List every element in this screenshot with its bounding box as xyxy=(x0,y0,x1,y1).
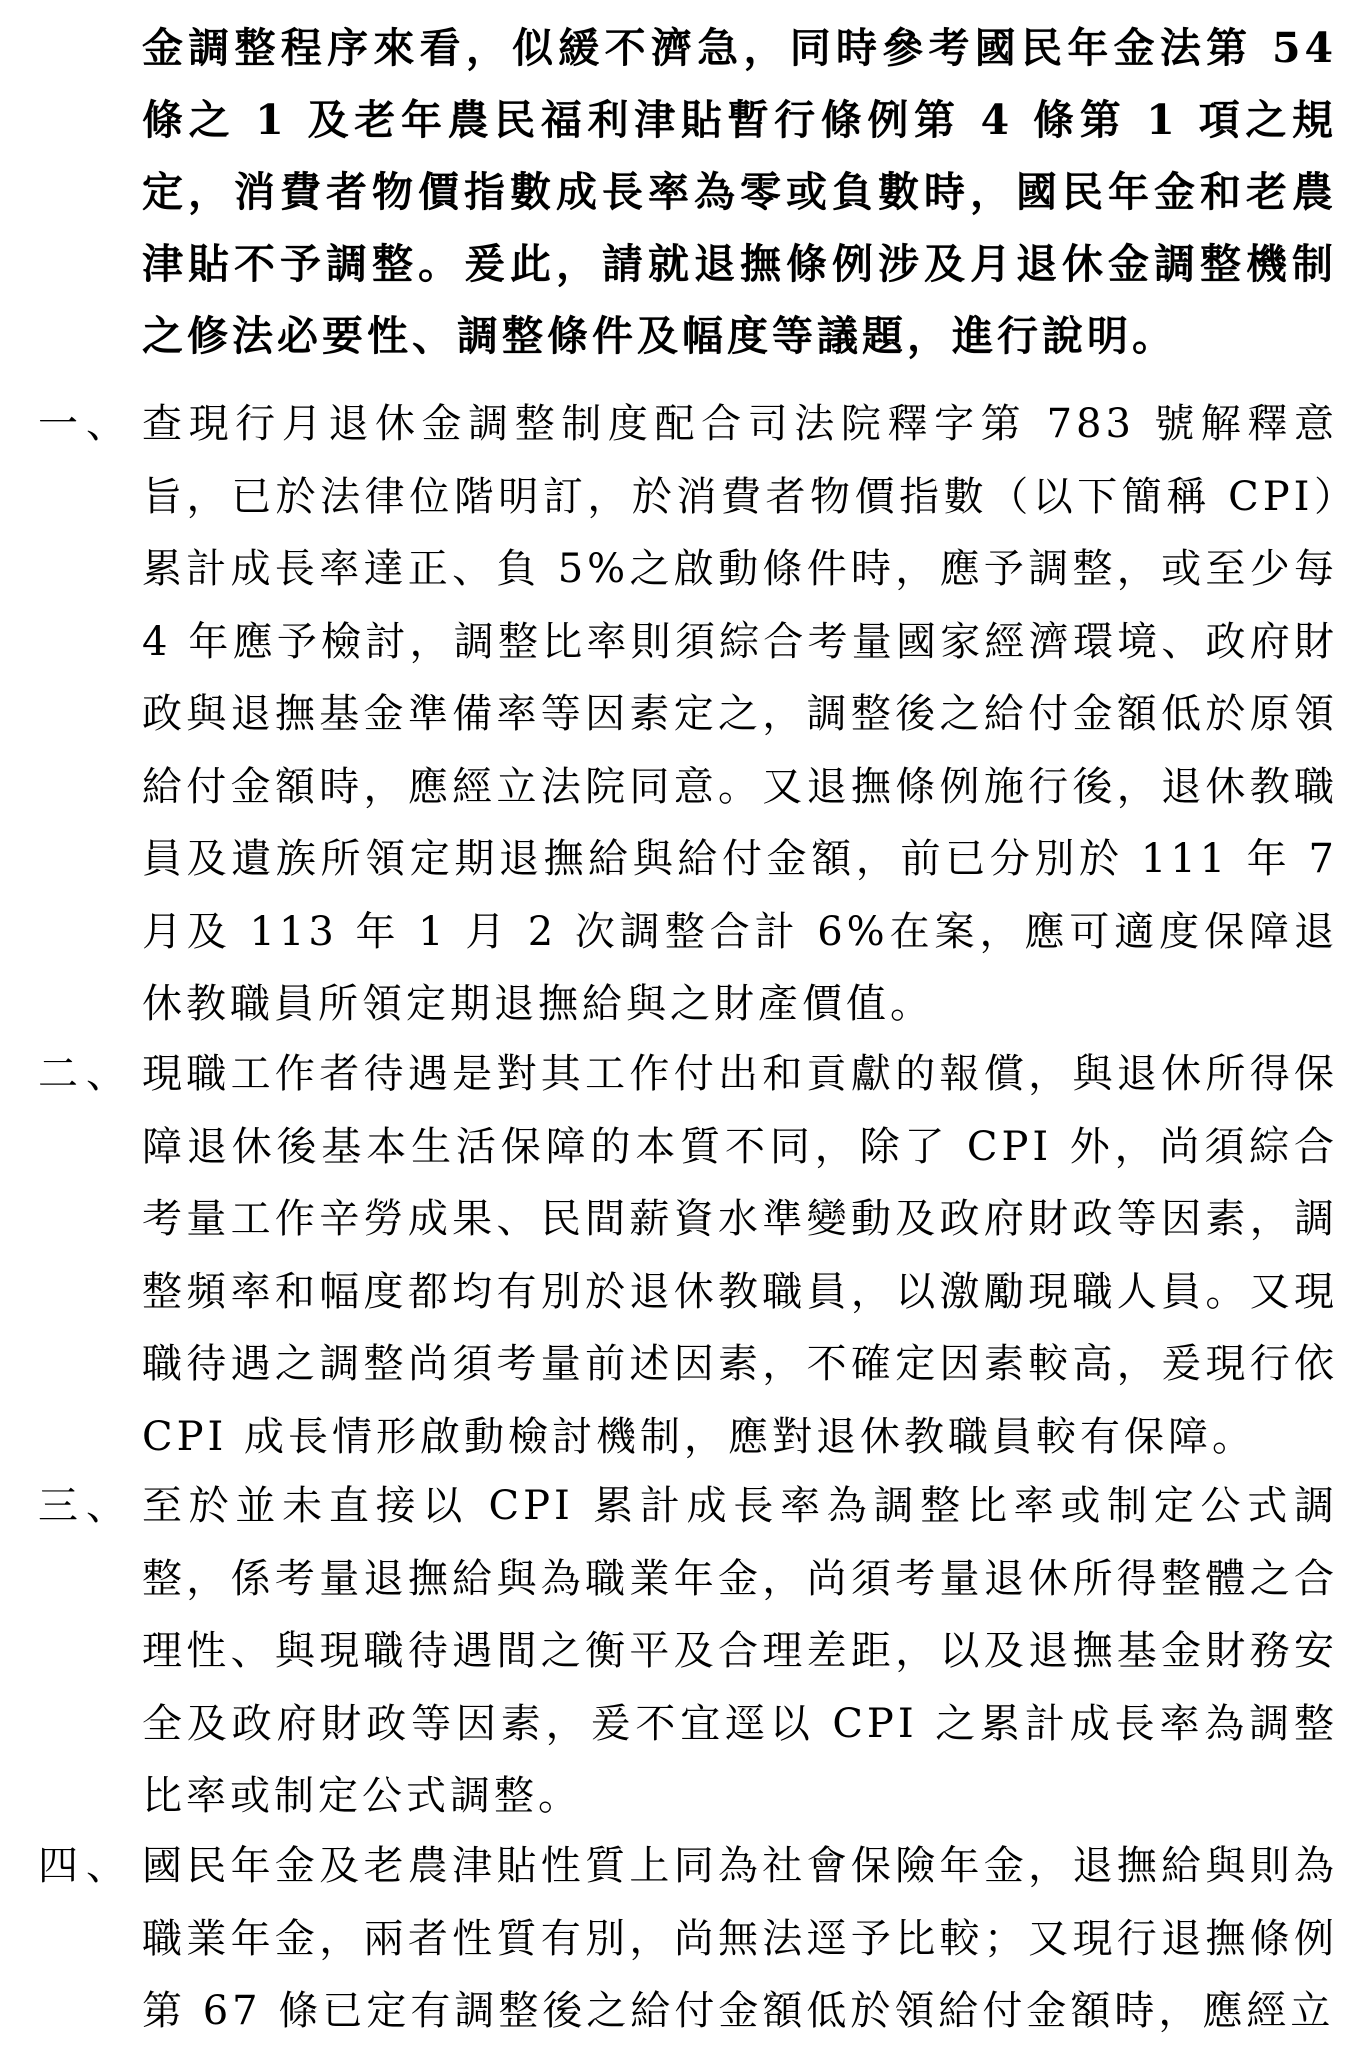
list-marker: 一、 xyxy=(38,401,134,447)
list-marker: 二、 xyxy=(38,1051,134,1097)
intro-paragraph: 金調整程序來看，似緩不濟急，同時參考國民年金法第 54 條之 1 及老年農民福利津貼暫行條例第 4 條第 1 項之規定，消費者物價指數成長率為零或負數時，國民年金和老農津貼不予調整。爰此，請就退撫條例涉及月退休金調整機制之修法必要性、調整條件及幅度等議題，進行說明。 xyxy=(142,24,1337,360)
list-item-text: 國民年金及老農津貼性質上同為社會保險年金，退撫給與則為職業年金，兩者性質有別，尚無法逕予比較；又現行退撫條例第 67 條已定有調整後之給付金額低於領給付金額時，應經立 xyxy=(142,1843,1338,2034)
list-item-text: 查現行月退休金調整制度配合司法院釋字第 783 號解釋意旨，已於法律位階明訂，於消費者物價指數（以下簡稱 CPI）累計成長率達正、負 5%之啟動條件時，應予調整，或至少每 4 年應予檢討，調整比率則須綜合考量國家經濟環境、政府財政與退撫基金準備率等因素定之，調整後之給付金額低於原領給付金額時，應經立法院同意。又退撫條例施行後，退休教職員及遺族所領定期退撫給與給付金額，前已分別於 111 年 7 月及 113 年 1 月 2 次調整合計 6%在案，應可適度保障退休教職員所領定期退撫給與之財產價值。 xyxy=(142,401,1338,1027)
list-marker: 四、 xyxy=(38,1843,134,1889)
list-item-text: 現職工作者待遇是對其工作付出和貢獻的報償，與退休所得保障退休後基本生活保障的本質不同，除了 CPI 外，尚須綜合考量工作辛勞成果、民間薪資水準變動及政府財政等因素，調整頻率和幅度都均有別於退休教職員，以激勵現職人員。又現職待遇之調整尚須考量前述因素，不確定因素較高，爰現行依 CPI 成長情形啟動檢討機制，應對退休教職員較有保障。 xyxy=(142,1051,1338,1460)
list-marker: 三、 xyxy=(38,1483,134,1529)
list-item-text: 至於並未直接以 CPI 累計成長率為調整比率或制定公式調整，係考量退撫給與為職業年金，尚須考量退休所得整體之合理性、與現職待遇間之衡平及合理差距，以及退撫基金財務安全及政府財政等因素，爰不宜逕以 CPI 之累計成長率為調整比率或制定公式調整。 xyxy=(142,1483,1338,1819)
